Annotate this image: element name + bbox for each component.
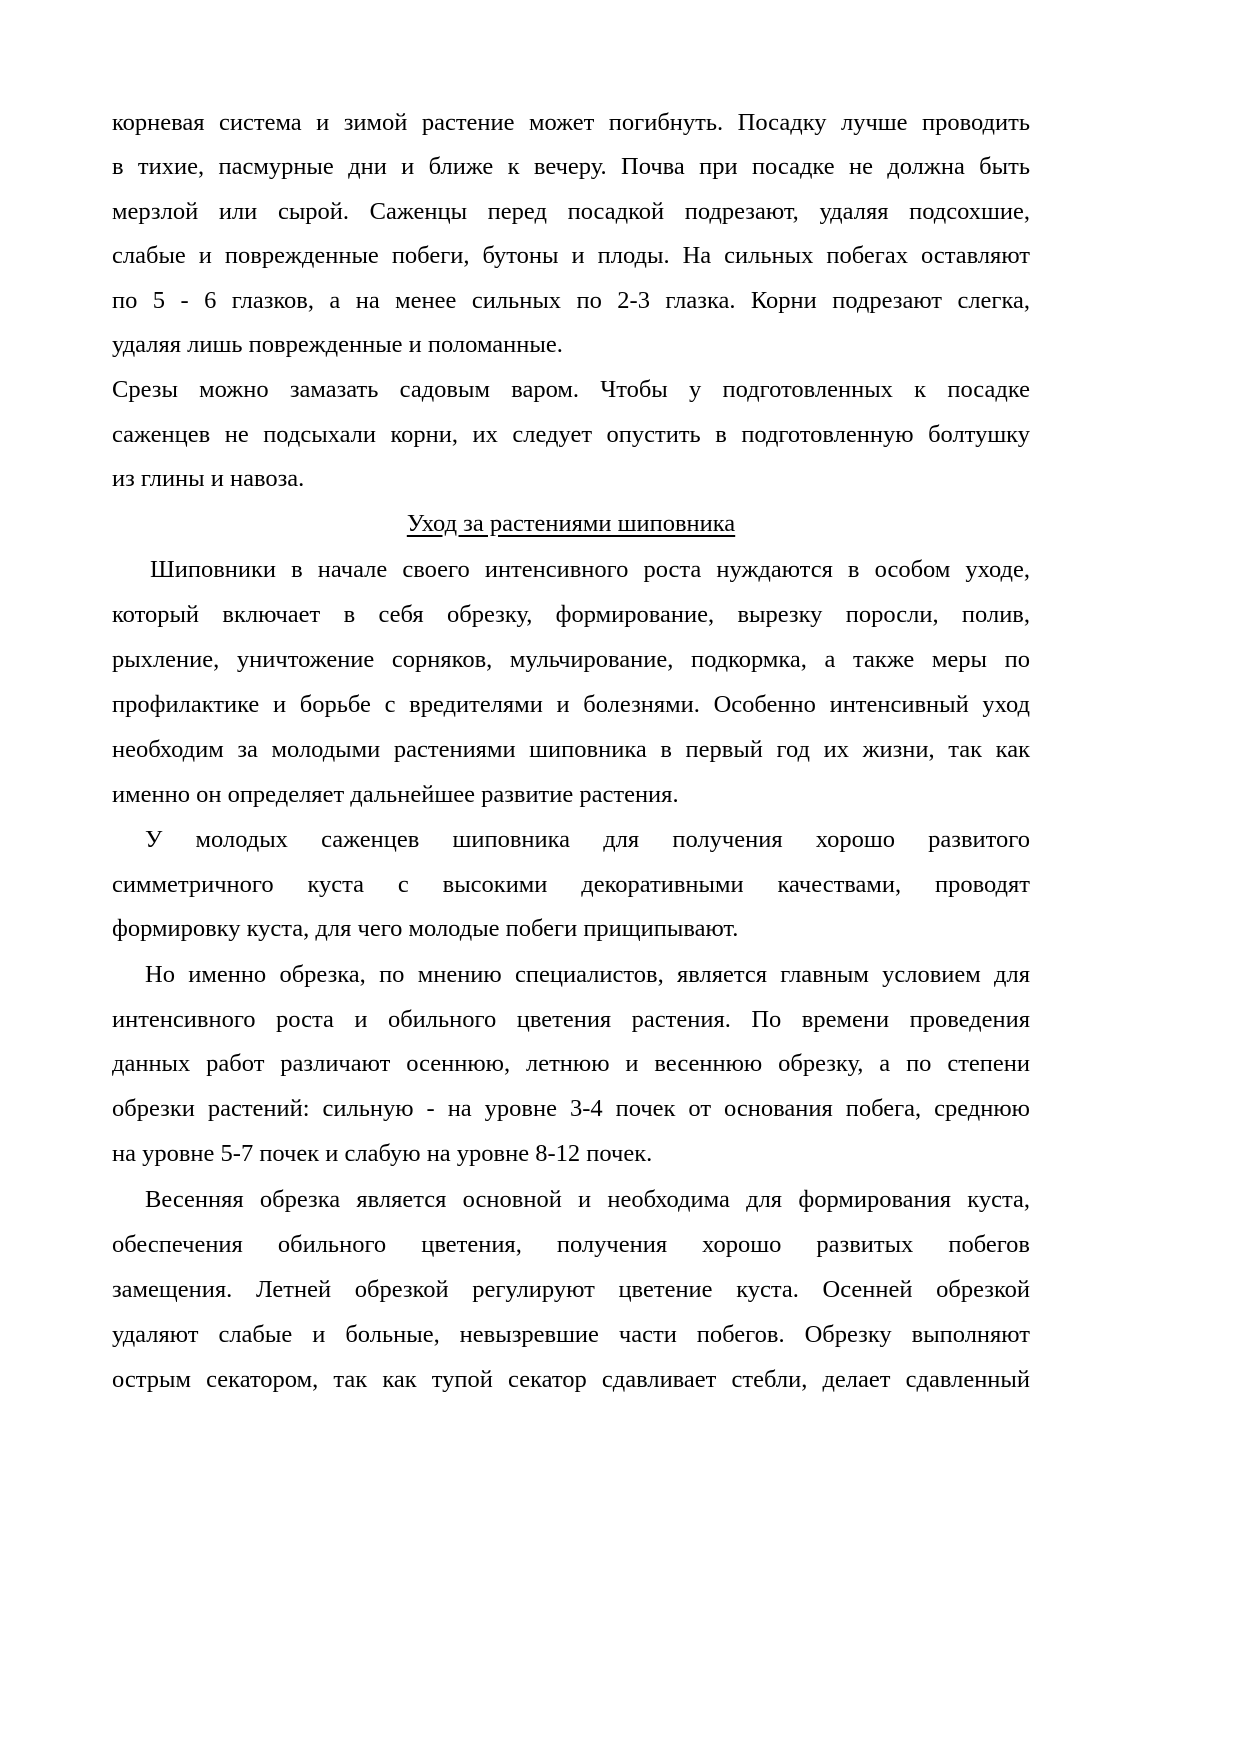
text-line: обеспечения обильного цветения, получения хорошо развитых побегов — [112, 1231, 1030, 1258]
text-line: Весенняя обрезка является основной и необходима для формирования куста, — [145, 1186, 1030, 1213]
text-line: симметричного куста с высокими декоративными качествами, проводят — [112, 871, 1030, 898]
text-line: У молодых саженцев шиповника для получения хорошо развитого — [145, 826, 1030, 853]
text-line: Но именно обрезка, по мнению специалистов, является главным условием для — [145, 961, 1030, 988]
text-line: данных работ различают осеннюю, летнюю и весеннюю обрезку, а по степени — [112, 1050, 1030, 1077]
text-line: корневая система и зимой растение может погибнуть. Посадку лучше проводить — [112, 109, 1030, 136]
text-line: Срезы можно замазать садовым варом. Чтобы у подготовленных к посадке — [112, 376, 1030, 403]
text-line: интенсивного роста и обильного цветения растения. По времени проведения — [112, 1006, 1030, 1033]
text-line: обрезки растений: сильную - на уровне 3-4 почек от основания побега, среднюю — [112, 1095, 1030, 1122]
text-line: удаляют слабые и больные, невызревшие части побегов. Обрезку выполняют — [112, 1321, 1030, 1348]
text-line: замещения. Летней обрезкой регулируют цветение куста. Осенней обрезкой — [112, 1276, 1030, 1303]
text-line: удаляя лишь поврежденные и поломанные. — [112, 331, 563, 358]
text-line: необходим за молодыми растениями шиповника в первый год их жизни, так как — [112, 736, 1030, 763]
text-line: Шиповники в начале своего интенсивного роста нуждаются в особом уходе, — [150, 556, 1030, 583]
text-line: саженцев не подсыхали корни, их следует опустить в подготовленную болтушку — [112, 421, 1030, 448]
text-line: рыхление, уничтожение сорняков, мульчирование, подкормка, а также меры по — [112, 646, 1030, 673]
text-line: мерзлой или сырой. Саженцы перед посадкой подрезают, удаляя подсохшие, — [112, 198, 1030, 225]
text-line: именно он определяет дальнейшее развитие растения. — [112, 781, 679, 808]
text-line: из глины и навоза. — [112, 465, 305, 492]
text-line: слабые и поврежденные побеги, бутоны и плоды. На сильных побегах оставляют — [112, 242, 1030, 269]
text-line: который включает в себя обрезку, формирование, вырезку поросли, полив, — [112, 601, 1030, 628]
text-line: по 5 - 6 глазков, а на менее сильных по 2-3 глазка. Корни подрезают слегка, — [112, 287, 1030, 314]
text-line: в тихие, пасмурные дни и ближе к вечеру. Почва при посадке не должна быть — [112, 153, 1030, 180]
section-heading: Уход за растениями шиповника — [406, 510, 736, 537]
text-line: на уровне 5-7 почек и слабую на уровне 8-12 почек. — [112, 1140, 653, 1167]
text-line: острым секатором, так как тупой секатор сдавливает стебли, делает сдавленный — [112, 1366, 1030, 1393]
text-line: профилактике и борьбе с вредителями и болезнями. Особенно интенсивный уход — [112, 691, 1030, 718]
text-line: формировку куста, для чего молодые побеги прищипывают. — [112, 915, 739, 942]
